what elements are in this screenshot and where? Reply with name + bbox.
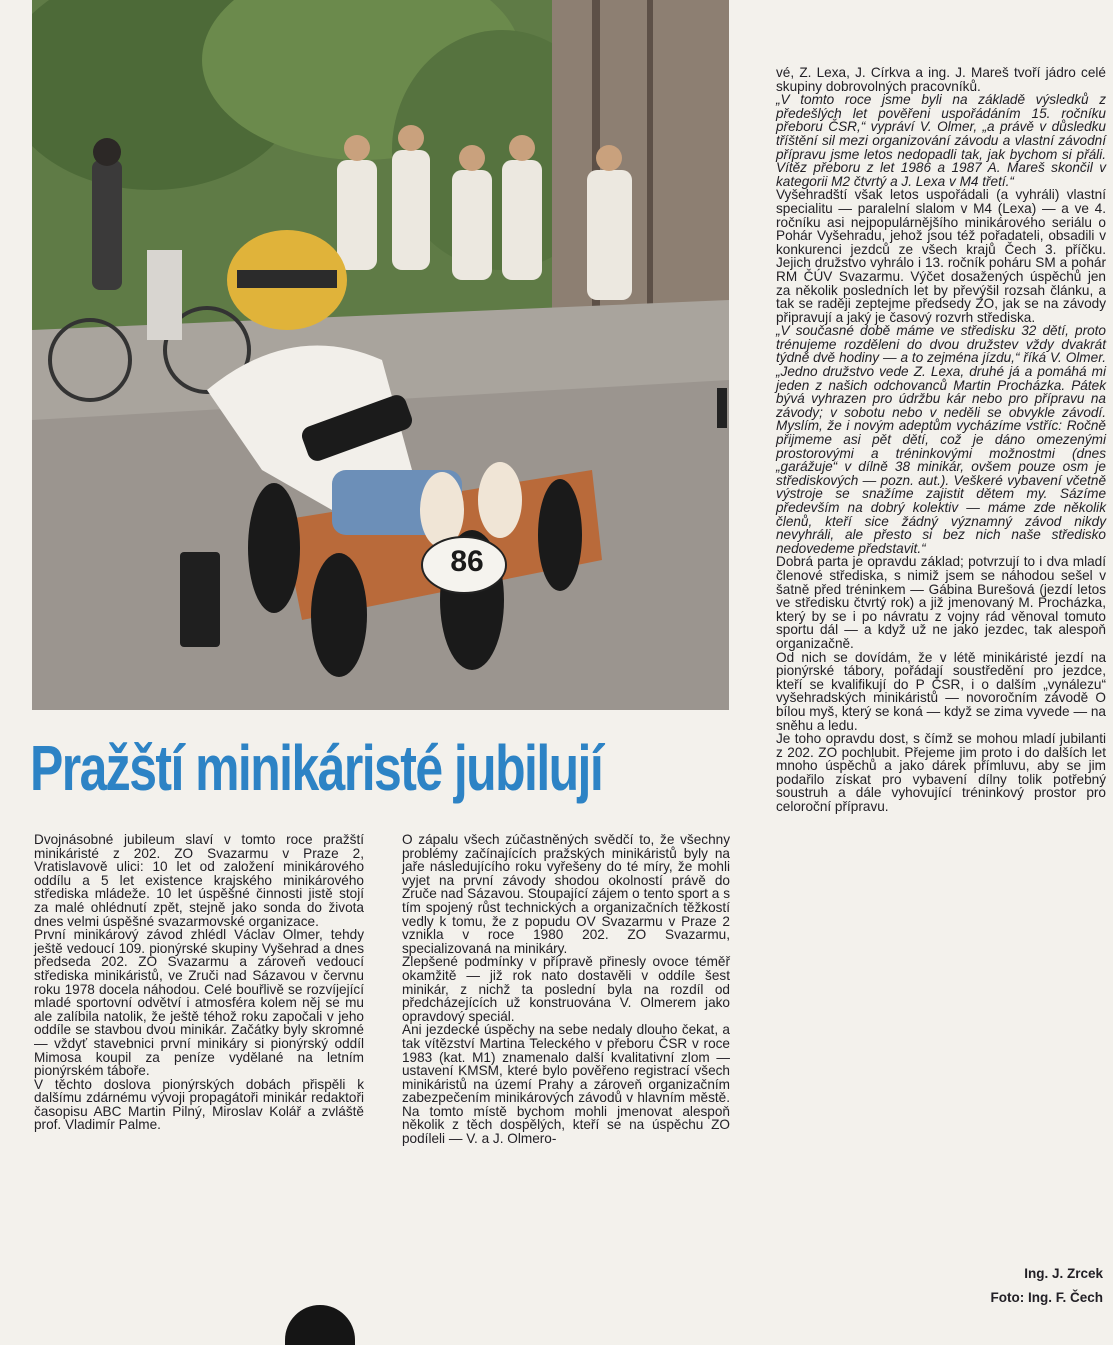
paragraph: Dvojnásobné jubileum slaví v tomto roce pražští minikáristé z 202. ZO Svazarmu v Praze 2, Vratislavově ulici: 10 let od založení minikárového oddílu a 5 let existence krajského minikárového střediska mládeže. 10 let úspěšné činnosti jistě stojí za malé ohlédnutí zpět, stejně jako sonda do života dnes velmi úspěšné svazarmovské organizace. (34, 832, 364, 929)
paragraph: Je toho opravdu dost, s čímž se mohou mladí jubilanti z 202. ZO pochlubit. Přejeme jim proto i do dalších let mnoho úspěchů a jako dárek přímluvu, aby se jim podařilo získat pro vybavení dílny tolik potřebný soustruh a dále vyhovující tréninkový prostor pro celoroční přípravu. (776, 731, 1106, 815)
paragraph: Ani jezdecké úspěchy na sebe nedaly dlouho čekat, a tak vítězství Martina Teleckého v přeboru ČSR v roce 1983 (kat. M1) znamenalo další kvalitativní zlom — ustavení KMSM, které bylo pověřeno registrací všech minikáristů na území Prahy a zároveň organizačním zabezpečením minikárových závodů v hlavním městě. Na tomto místě bychom mohli jmenovat alespoň několik z těch dospělých, kteří se na úspěchu ZO podíleli — V. a J. Olmero- (402, 1022, 730, 1147)
paragraph: Zlepšené podmínky v přípravě přinesly ovoce téměř okamžitě — již rok nato dostavěli v oddíle šest minikár, z nichž ta poslední byla na rozdíl od předcházejících už konstruována V. Olmerem jako opravdový speciál. (402, 954, 730, 1024)
kart-race-photo (32, 0, 729, 710)
author-signature: Ing. J. Zrcek (1024, 1266, 1103, 1281)
photo-credit: Foto: Ing. F. Čech (990, 1290, 1103, 1305)
quote-paragraph: „V tomto roce jsme byli na základě výsledků z předešlých let pověřeni uspořádáním 15. ročníku přeboru ČSR,“ vypráví V. Olmer, „a právě v důsledku tříštění sil mezi organizování závodu a vlastní závodní přípravu jsme letos nedopadli tak, jak bychom si přáli. Vítěz přeboru z let 1986 a 1987 A. Mareš skončil v kategorii M2 čtvrtý a J. Lexa v M4 třetí.“ (776, 92, 1106, 189)
paragraph: Vyšehradští však letos uspořádali (a vyhráli) vlastní specialitu — paralelní slalom v M4 (Lexa) — a ve 4. ročníku asi nejpopulárnějšího minikárového seriálu o Pohár Vyšehradu, jehož jsou též pořadateli, obsadili v konkurenci jezdců ze všech krajů Čech 3. příčku. Jejich družstvo vyhrálo i 13. ročník poháru SM a pohár RM ČÚV Svazarmu. Výčet dosažených úspěchů jen za několik posledních let by převýšil rozsah článku, a tak se raději zeptejme předsedy ZO, jak se na závody připravují a jaký je časový rozvrh střediska. (776, 187, 1106, 325)
article-headline: Pražští minikáristé jubilují (30, 732, 603, 804)
paragraph: Od nich se dovídám, že v létě minikáristé jezdí na pionýrské tábory, pořádají soustředění pro jezdce, kteří se kvalifikují do P ČSR, i o dalším „vynálezu“ vyšehradských minikáristů — novoročním závodě O bílou myš, který se koná — když se zima vyvede — na sněhu a ledu. (776, 649, 1106, 733)
paragraph: O zápalu všech zúčastněných svědčí to, že všechny problémy začínajících pražských minikáristů byly na jaře následujícího roku vyřešeny do té míry, že mohli vyjet na první závody shodou okolností právě do Zruče nad Sázavou. Stoupající zájem o tento sport a s tím spojený růst technických a organizačních těžkostí vedly k tomu, že z popudu OV Svazarmu v Praze 2 vznikla v roce 1980 202. ZO Svazarmu, specializovaná na minikáry. (402, 832, 730, 956)
kart-number: 86 (450, 545, 484, 578)
decorative-mark (285, 1305, 355, 1345)
photo-illustration (32, 0, 729, 710)
column-1 (34, 833, 364, 1132)
paragraph: Dobrá parta je opravdu základ; potvrzují to i dva mladí členové střediska, s nimiž jsem se náhodou sešel v šatně před tréninkem — Gábina Burešová (jezdí letos ve středisku čtvrtý rok) a již jmenovaný M. Procházka, který by se i po návratu z vojny rád věnoval tomuto sportu dál — a když už ne jako jezdec, tak alespoň organizačně. (776, 554, 1106, 651)
paragraph: vé, Z. Lexa, J. Církva a ing. J. Mareš tvoří jádro celé skupiny dobrovolných pracovníků. (776, 65, 1106, 94)
paragraph: První minikárový závod zhlédl Václav Olmer, tehdy ještě vedoucí 109. pionýrské skupiny Vyšehrad a dnes předseda 202. ZO Svazarmu a zároveň vedoucí střediska minikáristů, ve Zruči nad Sázavou v červnu roku 1978 docela náhodou. Celé bouřlivě se rozvíjející mladé sportovní odvětví i atmosféra kolem něj se mu ale zalíbila natolik, že ještě téhož roku započali v jeho oddíle se stavbou dvou minikár. Začátky byly skromné — vždyť stavebnici první minikáry si pionýrský oddíl Mimosa koupil za peníze vydělané na letním pionýrském táboře. (34, 927, 364, 1079)
quote-paragraph: „V současné době máme ve středisku 32 dětí, proto trénujeme rozděleni do dvou družstev vždy dvakrát týdně dvě hodiny — a to zejména jízdu,“ říká V. Olmer. „Jedno družstvo vede Z. Lexa, druhé já a pomáhá mi jeden z našich odchovanců Martin Procházka. Pátek bývá vyhrazen pro údržbu kár nebo pro přípravu na závody; v sobotu nebo v neděli se obvykle závodí. Myslím, že i novým adeptům vycházíme vstříc: Ročně přijmeme asi pět dětí, což je dáno omezenými prostorovými a tréninkovými možnostmi (dnes „garážuje“ v dílně 38 minikár, ovšem pouze osm je střediskových — pozn. aut.). Veškeré vybavení včetně výstroje se snažíme zajistit dětem my. Sázíme především na dobrý kolektiv — máme zde několik členů, kteří sice žádný významný závod nikdy nevyhráli, ale přesto si bez nich naše středisko nedovedeme představit.“ (776, 323, 1106, 556)
column-3 (776, 66, 1106, 814)
paragraph: V těchto doslova pionýrských dobách přispěli k dalšímu zdárnému vývoji propagátoři minikár redaktoři časopisu ABC Martin Pilný, Miroslav Kolář a zvláště prof. Vladimír Palme. (34, 1076, 364, 1133)
column-2 (402, 833, 730, 1146)
